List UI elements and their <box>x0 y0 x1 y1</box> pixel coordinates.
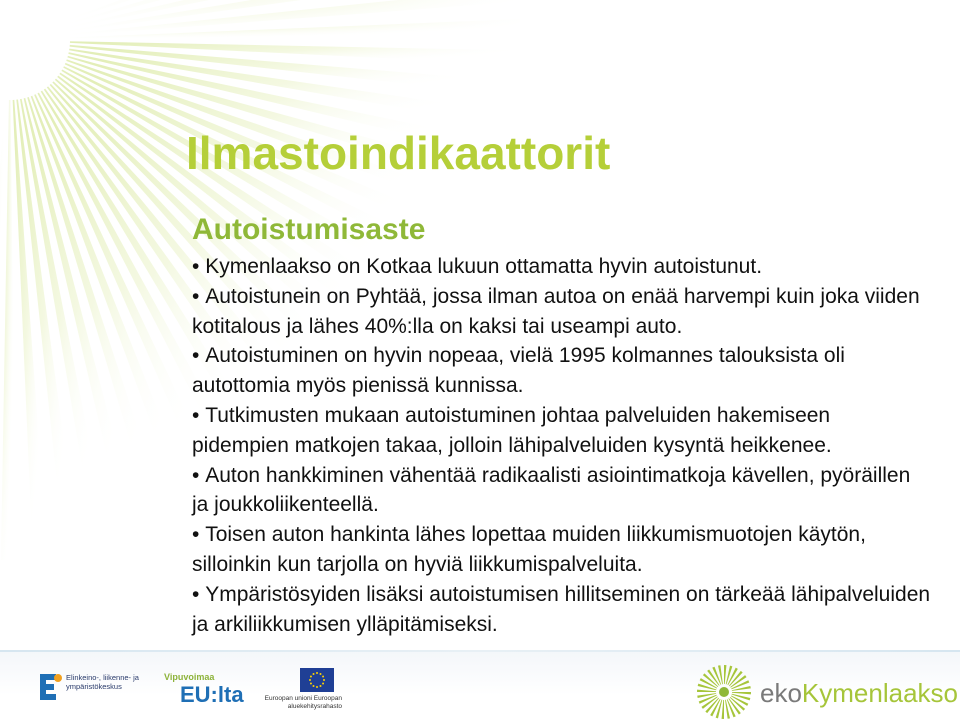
eu-star <box>320 673 322 675</box>
eu-flag-text: Euroopan unioni Euroopan aluekehitysrahasto <box>264 695 342 710</box>
eu-star <box>313 673 315 675</box>
eko-ray <box>722 700 724 719</box>
eko-logo-text <box>760 678 958 709</box>
list-item: • Ympäristösyiden lisäksi autoistumisen hillitseminen on tärkeää lähipalveluiden ja arkiliikkumisen ylläpitämiseksi. <box>192 580 932 640</box>
sunburst-ray <box>70 41 520 67</box>
ely-logo-text: Elinkeino-, liikenne- ja ympäristökeskus <box>66 673 139 691</box>
vipuvoimaa-logo <box>164 672 254 712</box>
eko-ray <box>732 686 751 691</box>
list-item: • Auton hankkiminen vähentää radikaalisti asiointimatkoja kävellen, pyöräillen ja joukkoliikenteellä. <box>192 461 932 521</box>
eu-star <box>323 679 325 681</box>
eu-star <box>310 683 312 685</box>
eu-star <box>316 672 318 674</box>
eu-lta-text: EU:lta <box>180 682 244 707</box>
eu-star <box>316 686 318 688</box>
eko-ray <box>732 692 751 694</box>
list-item: • Kymenlaakso on Kotkaa lukuun ottamatta hyvin autoistunut. <box>192 252 932 282</box>
ely-logo <box>36 670 146 710</box>
eu-star <box>320 685 322 687</box>
list-item: • Autoistuminen on hyvin nopeaa, vielä 1995 kolmannes talouksista oli autottomia myös pienissä kunnissa. <box>192 341 932 401</box>
eko-ray <box>724 665 726 684</box>
eu-star <box>309 679 311 681</box>
eko-kymenlaakso-logo <box>696 664 958 720</box>
eko-ray <box>725 700 730 719</box>
eu-flag-logo <box>262 668 342 716</box>
section-subtitle: Autoistumisaste <box>192 213 426 246</box>
eu-flag-icon <box>300 668 334 692</box>
list-item: • Autoistunein on Pyhtää, jossa ilman autoa on enää harvempi kuin joka viiden kotitalous ja lähes 40%:lla on kaksi tai useampi auto. <box>192 282 932 342</box>
page-title: Ilmastoindikaattorit <box>186 127 611 179</box>
eu-star <box>322 676 324 678</box>
eu-star <box>322 683 324 685</box>
eu-star <box>310 676 312 678</box>
eu-star <box>313 685 315 687</box>
vipuvoimaa-text: Vipuvoimaa <box>164 672 215 682</box>
list-item: • Toisen auton hankinta lähes lopettaa muiden liikkumismuotojen käytön, silloinkin kun tarjolla on hyviä liikkumispalveluita. <box>192 520 932 580</box>
eko-ray <box>718 665 723 684</box>
eko-main: Kymenlaakso <box>801 678 958 708</box>
eko-ray <box>697 690 716 692</box>
eko-prefix: eko <box>760 678 802 708</box>
bullet-list <box>192 252 932 639</box>
eko-ray <box>697 693 716 698</box>
ely-logo-icon <box>36 670 64 704</box>
eko-sun-icon <box>696 664 752 720</box>
list-item: • Tutkimusten mukaan autoistuminen johtaa palveluiden hakemiseen pidempien matkojen takaa, jolloin lähipalveluiden kysyntä heikkenee. <box>192 401 932 461</box>
